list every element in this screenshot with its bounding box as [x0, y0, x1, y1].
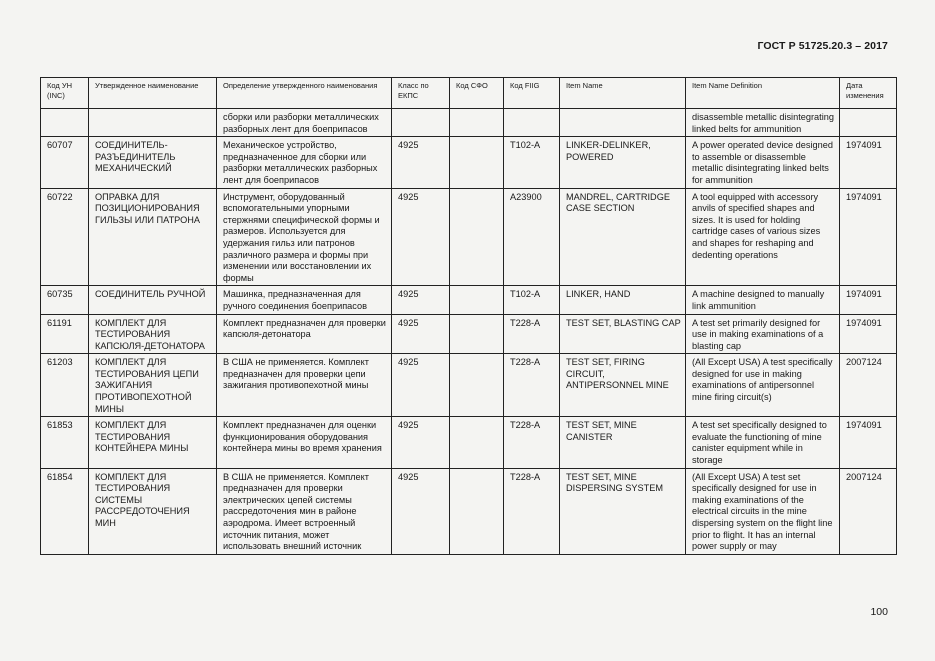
column-header-item-name: Item Name — [560, 78, 686, 109]
column-header-fiig: Код FIIG — [504, 78, 560, 109]
page-number: 100 — [870, 606, 888, 618]
column-header-inc: Код УН (INC) — [41, 78, 89, 109]
cell-date: 2007124 — [840, 468, 897, 554]
column-header-class: Класс по ЕКПС — [392, 78, 450, 109]
cell-item-name: MANDREL, CARTRIDGE CASE SECTION — [560, 188, 686, 286]
cell-sfo — [450, 468, 504, 554]
cell-definition-ru: В США не применяется. Комплект предназначен для проверки электрических цепей системы рассредоточения мин в районе аэродрома. Имеет встроенный источник питания, может использовать внешний источник — [217, 468, 392, 554]
cell-item-name: TEST SET, BLASTING CAP — [560, 314, 686, 354]
cell-fiig: T102-A — [504, 137, 560, 188]
cell-inc: 60707 — [41, 137, 89, 188]
cell-name-ru: КОМПЛЕКТ ДЛЯ ТЕСТИРОВАНИЯ ЦЕПИ ЗАЖИГАНИЯ ПРОТИВОПЕХОТНОЙ МИНЫ — [89, 354, 217, 417]
cell-fiig: T102-A — [504, 286, 560, 314]
cell-sfo — [450, 354, 504, 417]
cell-class: 4925 — [392, 468, 450, 554]
cell-definition-en: A tool equipped with accessory anvils of specified shapes and sizes. It is used for holding cartridge cases of various sizes and shapes for reshaping and dedenting operations — [686, 188, 840, 286]
cell-name-ru: ОПРАВКА ДЛЯ ПОЗИЦИОНИРОВАНИЯ ГИЛЬЗЫ ИЛИ ПАТРОНА — [89, 188, 217, 286]
cell-sfo — [450, 188, 504, 286]
cell-class: 4925 — [392, 314, 450, 354]
cell-date: 1974091 — [840, 417, 897, 468]
cell-date: 1974091 — [840, 188, 897, 286]
cell-name-ru — [89, 109, 217, 137]
cell-class: 4925 — [392, 137, 450, 188]
cell-name-ru: СОЕДИНИТЕЛЬ РУЧНОЙ — [89, 286, 217, 314]
cell-definition-en: (All Except USA) A test set specifically designed for use in making examinations of the electrical circuits in the mine dispersing system on the flight line prior to flight. It has an internal power supply or may — [686, 468, 840, 554]
table-continuation-row — [41, 109, 897, 137]
cell-fiig: T228-A — [504, 468, 560, 554]
table-header-row — [41, 78, 897, 109]
cell-definition-ru: Инструмент, оборудованный вспомогательными упорными стержнями специфической формы и размеров. Используется для удержания гильз или патронов различного размера и формы при изменении или восстановлении их формы — [217, 188, 392, 286]
cell-date: 2007124 — [840, 354, 897, 417]
cell-fiig: T228-A — [504, 354, 560, 417]
cell-name-ru: КОМПЛЕКТ ДЛЯ ТЕСТИРОВАНИЯ КОНТЕЙНЕРА МИНЫ — [89, 417, 217, 468]
column-header-change-date: Дата изменения — [840, 78, 897, 109]
cell-inc: 61191 — [41, 314, 89, 354]
table-row — [41, 314, 897, 354]
cell-definition-ru: В США не применяется. Комплект предназначен для проверки цепи зажигания противопехотной мины — [217, 354, 392, 417]
cell-definition-ru: Комплект предназначен для проверки капсюля-детонатора — [217, 314, 392, 354]
cell-definition-en: A power operated device designed to assemble or disassemble metallic disintegrating linked belts for ammunition — [686, 137, 840, 188]
cell-date: 1974091 — [840, 286, 897, 314]
cell-definition-ru: сборки или разборки металлических разборных лент для боеприпасов — [217, 109, 392, 137]
cell-name-ru: КОМПЛЕКТ ДЛЯ ТЕСТИРОВАНИЯ СИСТЕМЫ РАССРЕДОТОЧЕНИЯ МИН — [89, 468, 217, 554]
column-header-definition-ru: Определение утвержденного наименования — [217, 78, 392, 109]
cell-definition-en: disassemble metallic disintegrating linked belts for ammunition — [686, 109, 840, 137]
cell-sfo — [450, 286, 504, 314]
cell-definition-ru: Комплект предназначен для оценки функционирования оборудования контейнера мины во время хранения — [217, 417, 392, 468]
table-row — [41, 286, 897, 314]
cell-item-name — [560, 109, 686, 137]
cell-fiig: T228-A — [504, 314, 560, 354]
table-row — [41, 188, 897, 286]
document-title: ГОСТ Р 51725.20.3 – 2017 — [757, 40, 888, 52]
cell-fiig: A23900 — [504, 188, 560, 286]
cell-sfo — [450, 109, 504, 137]
cell-class: 4925 — [392, 417, 450, 468]
cell-inc: 61853 — [41, 417, 89, 468]
cell-definition-ru: Машинка, предназначенная для ручного соединения боеприпасов — [217, 286, 392, 314]
cell-item-name: TEST SET, FIRING CIRCUIT, ANTIPERSONNEL MINE — [560, 354, 686, 417]
cell-item-name: LINKER, HAND — [560, 286, 686, 314]
cell-definition-en: (All Except USA) A test specifically designed for use in making examinations of antipersonnel mine firing circuit(s) — [686, 354, 840, 417]
cell-inc: 61854 — [41, 468, 89, 554]
cell-sfo — [450, 417, 504, 468]
column-header-sfo: Код СФО — [450, 78, 504, 109]
cell-item-name: TEST SET, MINE DISPERSING SYSTEM — [560, 468, 686, 554]
cell-class: 4925 — [392, 354, 450, 417]
table-row — [41, 468, 897, 554]
cell-fiig — [504, 109, 560, 137]
cell-item-name: TEST SET, MINE CANISTER — [560, 417, 686, 468]
cell-item-name: LINKER-DELINKER, POWERED — [560, 137, 686, 188]
cell-fiig: T228-A — [504, 417, 560, 468]
cell-definition-en: A machine designed to manually link ammunition — [686, 286, 840, 314]
cell-inc: 60722 — [41, 188, 89, 286]
table-row — [41, 417, 897, 468]
cell-name-ru: СОЕДИНИТЕЛЬ-РАЗЪЕДИНИТЕЛЬ МЕХАНИЧЕСКИЙ — [89, 137, 217, 188]
cell-class — [392, 109, 450, 137]
cell-inc: 61203 — [41, 354, 89, 417]
cell-sfo — [450, 137, 504, 188]
cell-date: 1974091 — [840, 314, 897, 354]
column-header-item-name-definition: Item Name Definition — [686, 78, 840, 109]
cell-inc: 60735 — [41, 286, 89, 314]
cell-date — [840, 109, 897, 137]
column-header-approved-name: Утвержденное наименование — [89, 78, 217, 109]
cell-class: 4925 — [392, 286, 450, 314]
table-row — [41, 137, 897, 188]
cell-date: 1974091 — [840, 137, 897, 188]
cell-definition-en: A test set primarily designed for use in making examinations of a blasting cap — [686, 314, 840, 354]
table-row — [41, 354, 897, 417]
cell-definition-en: A test set specifically designed to evaluate the functioning of mine canister equipment while in storage — [686, 417, 840, 468]
cell-sfo — [450, 314, 504, 354]
cell-name-ru: КОМПЛЕКТ ДЛЯ ТЕСТИРОВАНИЯ КАПСЮЛЯ-ДЕТОНАТОРА — [89, 314, 217, 354]
classification-table — [40, 77, 897, 555]
cell-inc — [41, 109, 89, 137]
cell-class: 4925 — [392, 188, 450, 286]
cell-definition-ru: Механическое устройство, предназначенное для сборки или разборки металлических разборных лент для боеприпасов — [217, 137, 392, 188]
